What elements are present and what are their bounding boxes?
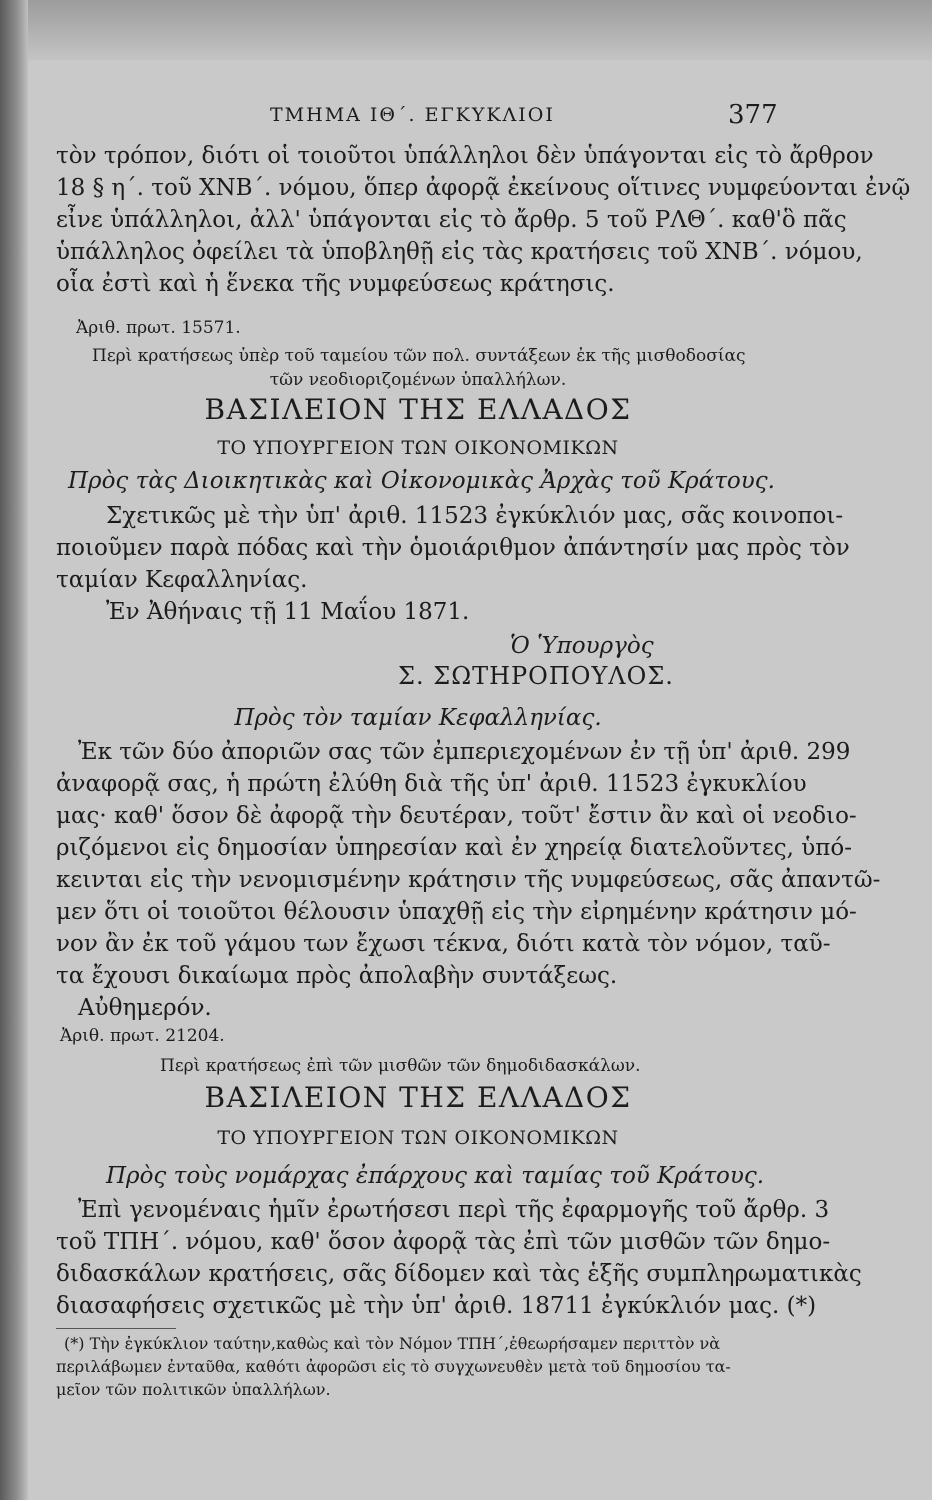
subject-line: Περὶ κρατήσεως ὑπὲρ τοῦ ταμείου τῶν πολ. συντάξεων ἐκ τῆς μισθοδοσίας <box>92 346 746 366</box>
circular-body <box>56 500 850 628</box>
closing-line: Αὐθημερόν. <box>78 995 212 1021</box>
footnote-line: περιλάβωμεν ἐνταῦθα, καθότι ἀφορῶσι εἰς τὸ συγχωνευθὲν μετὰ τοῦ δημοσίου τα- <box>56 1357 731 1376</box>
running-title: ΤΜΗΜΑ ΙΘ΄. ΕΓΚΥΚΛΙΟΙ <box>270 104 555 126</box>
text-line: ἀναφορᾷ σας, ἡ πρώτη ἐλύθη διὰ τῆς ὑπ' ἀριθ. 11523 ἐγκυκλίου <box>56 771 807 797</box>
text-line: Σχετικῶς μὲ τὴν ὑπ' ἀριθ. 11523 ἐγκύκλιόν μας, σᾶς κοινοποι- <box>106 503 844 529</box>
text-line: 18 § η΄. τοῦ ΧΝΒ΄. νόμου, ὅπερ ἀφορᾷ ἐκείνους οἵτινες νυμφεύονται ἐνῷ <box>56 175 911 201</box>
text-line: μας· καθ' ὅσον δὲ ἀφορᾷ τὴν δευτέραν, τοῦτ' ἔστιν ἂν καὶ οἱ νεοδιο- <box>56 803 857 829</box>
footnote-line: μεῖον τῶν πολιτικῶν ὑπαλλήλων. <box>56 1380 331 1399</box>
ministry-heading: ΤΟ ΥΠΟΥΡΓΕΙΟΝ ΤΩΝ ΟΙΚΟΝΟΜΙΚΩΝ <box>217 437 619 459</box>
protocol-number: Ἀριθ. πρωτ. 15571. <box>76 318 241 338</box>
text-line: ταμίαν Κεφαλληνίας. <box>56 567 308 593</box>
intro-paragraph <box>56 140 911 300</box>
page-top-shadow <box>0 0 932 60</box>
text-line: διδασκάλων κρατήσεις, σᾶς δίδομεν καὶ τὰς ἑξῆς συμπληρωματικὰς <box>56 1261 862 1287</box>
signature-name: Σ. ΣΩΤΗΡΟΠΟΥΛΟΣ. <box>398 662 674 690</box>
addressee: Πρὸς τοὺς νομάρχας ἐπάρχους καὶ ταμίας τοῦ Κράτους. <box>106 1163 765 1189</box>
text-line: Ἐκ τῶν δύο ἀποριῶν σας τῶν ἐμπεριεχομένων ἐν τῇ ὑπ' ἀριθ. 299 <box>78 739 851 765</box>
kingdom-heading: ΒΑΣΙΛΕΙΟΝ ΤΗΣ ΕΛΛΑΔΟΣ <box>204 1081 632 1114</box>
text-line: ὑπάλληλος ὀφείλει τὰ ὑποβληθῇ εἰς τὰς κρατήσεις τοῦ ΧΝΒ΄. νόμου, <box>56 239 863 265</box>
text-line: ριζόμενοι εἰς δημοσίαν ὑπηρεσίαν καὶ ἐν χηρείᾳ διατελοῦντες, ὑπό- <box>56 835 852 861</box>
text-line: κεινται εἰς τὴν νενομισμένην κράτησιν τῆς νυμφεύσεως, σᾶς ἀπαντῶ- <box>56 867 881 893</box>
text-line: οἷα ἐστὶ καὶ ἡ ἕνεκα τῆς νυμφεύσεως κράτησις. <box>56 271 615 297</box>
text-line: μεν ὅτι οἱ τοιοῦτοι θέλουσιν ὑπαχθῇ εἰς τὴν εἰρημένην κράτησιν μό- <box>56 899 857 925</box>
reply-body <box>56 736 881 1024</box>
text-line: Ἐπὶ γενομέναις ἡμῖν ἐρωτήσεσι περὶ τῆς ἐφαρμογῆς τοῦ ἄρθρ. 3 <box>78 1197 830 1223</box>
text-line: εἶνε ὑπάλληλοι, ἀλλ' ὑπάγονται εἰς τὸ ἄρθρ. 5 τοῦ ΡΛΘ΄. καθ'ὃ πᾶς <box>56 207 847 233</box>
circular-body <box>56 1194 862 1322</box>
subject-line: Περὶ κρατήσεως ἐπὶ τῶν μισθῶν τῶν δημοδιδασκάλων. <box>160 1056 641 1076</box>
signature-title: Ὁ Ὑπουργὸς <box>510 633 654 659</box>
addressee: Πρὸς τὸν ταμίαν Κεφαλληνίας. <box>234 705 602 731</box>
footnote-line: (*) Τὴν ἐγκύκλιον ταύτην,καθὼς καὶ τὸν Νόμον ΤΠΗ΄,ἐθεωρήσαμεν περιττὸν νὰ <box>64 1334 721 1353</box>
protocol-number: Ἀριθ. πρωτ. 21204. <box>60 1026 225 1046</box>
addressee: Πρὸς τὰς Διοικητικὰς καὶ Οἰκονομικὰς Ἀρχὰς τοῦ Κράτους. <box>68 468 775 494</box>
text-line: διασαφήσεις σχετικῶς μὲ τὴν ὑπ' ἀριθ. 18711 ἐγκύκλιόν μας. (*) <box>56 1293 817 1319</box>
text-line: τὸν τρόπον, διότι οἱ τοιοῦτοι ὑπάλληλοι δὲν ὑπάγονται εἰς τὸ ἄρθρον <box>56 143 874 169</box>
text-line: ποιοῦμεν παρὰ πόδας καὶ τὴν ὁμοιάριθμον ἀπάντησίν μας πρὸς τὸν <box>56 535 850 561</box>
footnote <box>56 1332 780 1401</box>
text-line: τα ἔχουσι δικαίωμα πρὸς ἀπολαβὴν συντάξεως. <box>56 963 618 989</box>
text-line: νον ἂν ἐκ τοῦ γάμου των ἔχωσι τέκνα, διότι κατὰ τὸν νόμον, ταῦ- <box>56 931 831 957</box>
footnote-rule <box>56 1328 176 1329</box>
page-number: 377 <box>728 100 778 130</box>
kingdom-heading: ΒΑΣΙΛΕΙΟΝ ΤΗΣ ΕΛΛΑΔΟΣ <box>204 393 632 426</box>
subject-line: τῶν νεοδιοριζομένων ὑπαλλήλων. <box>269 370 567 390</box>
ministry-heading: ΤΟ ΥΠΟΥΡΓΕΙΟΝ ΤΩΝ ΟΙΚΟΝΟΜΙΚΩΝ <box>217 1127 619 1149</box>
text-line: τοῦ ΤΠΗ΄. νόμου, καθ' ὅσον ἀφορᾷ τὰς ἐπὶ τῶν μισθῶν τῶν δημο- <box>56 1229 831 1255</box>
date-line: Ἐν Ἀθήναις τῇ 11 Μαΐου 1871. <box>106 599 470 625</box>
page-binding-shadow <box>0 0 28 1500</box>
